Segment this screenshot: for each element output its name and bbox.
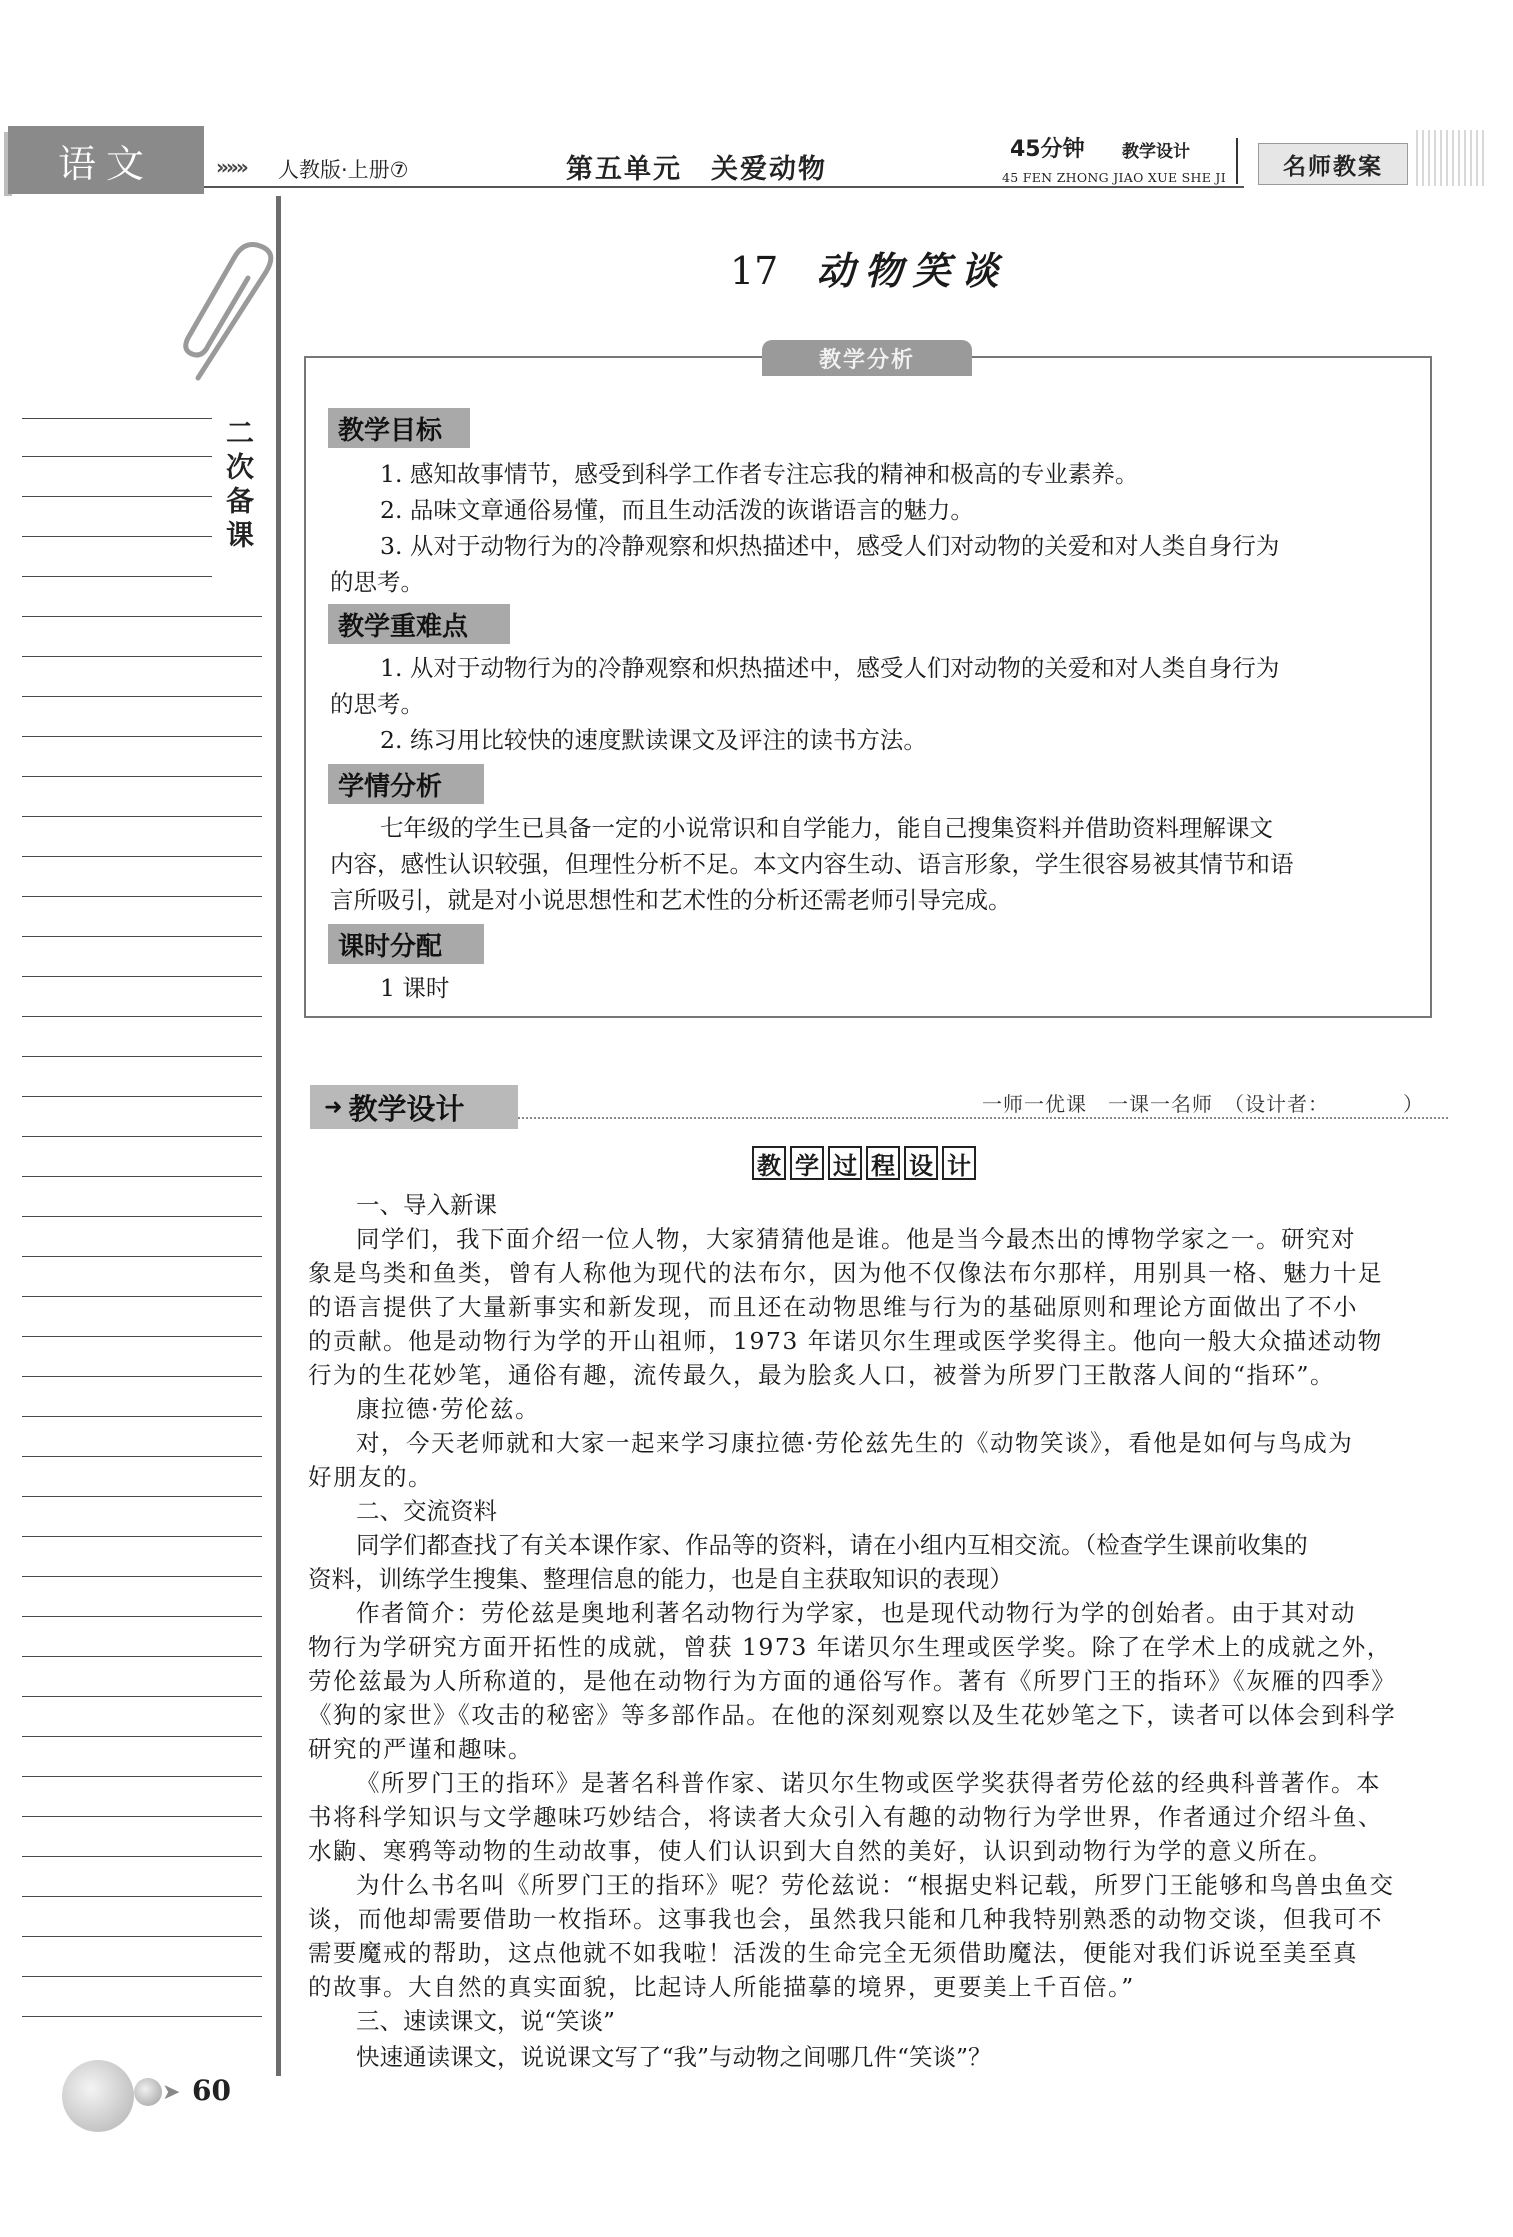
body-line: 的故事。大自然的真实面貌，比起诗人所能描摹的境界，更要美上千百倍。” — [308, 1973, 1135, 2001]
margin-line — [22, 1176, 262, 1177]
process-title-char: 学 — [790, 1146, 824, 1180]
goal-line: 3. 从对于动物行为的冷静观察和炽热描述中，感受人们对动物的关爱和对人类自身行为 — [380, 532, 1280, 560]
design-credit: 一师一优课 一课一名师 （设计者： ） — [982, 1092, 1424, 1116]
margin-line — [22, 1936, 262, 1937]
brand-subtitle: 教学设计 — [1122, 142, 1190, 162]
margin-line — [22, 656, 262, 657]
header-rule — [204, 186, 1244, 188]
margin-line — [22, 616, 262, 617]
process-title-char: 过 — [828, 1146, 862, 1180]
unit-title: 第五单元 关爱动物 — [566, 154, 827, 185]
margin-line — [22, 896, 262, 897]
page-ornament-circle — [62, 2060, 134, 2132]
body-line: 书将科学知识与文学趣味巧妙结合，将读者大众引入有趣的动物行为学世界，作者通过介绍斗鱼、 — [308, 1803, 1383, 1831]
body-line: 物行为学研究方面开拓性的成就，曾获 1973 年诺贝尔生理或医学奖。除了在学术上的成就之外， — [308, 1633, 1392, 1661]
margin-line — [22, 1736, 262, 1737]
lesson-name: 动物笑谈 — [816, 248, 1009, 293]
margin-line — [22, 1696, 262, 1697]
margin-line — [22, 1976, 262, 1977]
body-line: 研究的严谨和趣味。 — [308, 1735, 533, 1763]
margin-line — [22, 1096, 262, 1097]
brand-title: 45分钟 — [1010, 137, 1085, 162]
paperclip-icon — [178, 238, 298, 386]
analysis-banner: 教学分析 — [762, 340, 972, 376]
margin-line — [22, 736, 262, 737]
margin-line — [22, 1816, 262, 1817]
margin-line — [22, 856, 262, 857]
margin-line — [22, 2016, 262, 2017]
margin-line — [22, 1416, 262, 1417]
page-ornament-dot — [134, 2078, 162, 2106]
design-dotted-rule — [518, 1117, 1448, 1119]
margin-line — [22, 456, 212, 457]
brand-pinyin: 45 FEN ZHONG JIAO XUE SHE JI — [1002, 170, 1226, 185]
arrow-right-icon: ➜ — [324, 1094, 343, 1120]
goal-line: 1. 感知故事情节，感受到科学工作者专注忘我的精神和极高的专业素养。 — [380, 460, 1139, 488]
body-line: 快速通读课文，说说课文写了“我”与动物之间哪几件“笑谈”？ — [356, 2043, 992, 2071]
margin-line — [22, 1776, 262, 1777]
margin-line — [22, 1616, 262, 1617]
margin-line — [22, 1016, 262, 1017]
margin-line — [22, 1576, 262, 1577]
key-point-line: 2. 练习用比较快的速度默读课文及评注的读书方法。 — [380, 726, 927, 754]
process-title-char: 教 — [752, 1146, 786, 1180]
margin-line — [22, 1136, 262, 1137]
body-line: 的语言提供了大量新事实和新发现，而且还在动物思维与行为的基础原则和理论方面做出了不小 — [308, 1293, 1358, 1321]
students-line: 言所吸引，就是对小说思想性和艺术性的分析还需老师引导完成。 — [330, 886, 1012, 914]
body-line: 谈，而他却需要借助一枚指环。这事我也会，虽然我只能和几种我特别熟悉的动物交谈，但我可不 — [308, 1905, 1383, 1933]
key-point-line: 1. 从对于动物行为的冷静观察和炽热描述中，感受人们对动物的关爱和对人类自身行为 — [380, 654, 1280, 682]
margin-line — [22, 1856, 262, 1857]
process-title-char: 程 — [866, 1146, 900, 1180]
body-line: 行为的生花妙笔，通俗有趣，流传最久，最为脍炙人口，被誉为所罗门王散落人间的“指环”。 — [308, 1361, 1336, 1389]
page-number: 60 — [192, 2074, 231, 2107]
hours-heading: 课时分配 — [328, 924, 484, 964]
teacher-plan-badge: 名师教案 — [1258, 143, 1408, 185]
margin-line — [22, 816, 262, 817]
key-point-line: 的思考。 — [330, 690, 424, 718]
goals-heading: 教学目标 — [328, 408, 470, 448]
body-line: 同学们，我下面介绍一位人物，大家猜猜他是谁。他是当今最杰出的博物学家之一。研究对 — [356, 1225, 1356, 1253]
margin-line — [22, 1296, 262, 1297]
margin-line — [22, 1256, 262, 1257]
margin-rule — [276, 196, 281, 2076]
body-line: 资料，训练学生搜集、整理信息的能力，也是自主获取知识的表现） — [308, 1565, 1013, 1593]
margin-label: 二次备课 — [222, 418, 255, 554]
students-heading: 学情分析 — [328, 764, 484, 804]
students-line: 七年级的学生已具备一定的小说常识和自学能力，能自己搜集资料并借助资料理解课文 — [380, 814, 1273, 842]
margin-line — [22, 1536, 262, 1537]
margin-line — [22, 1056, 262, 1057]
body-line: 好朋友的。 — [308, 1463, 433, 1491]
arrow-right-icon: ➤ — [162, 2080, 181, 2105]
body-line: 劳伦兹最为人所称道的，是他在动物行为方面的通俗写作。著有《所罗门王的指环》《灰雁的四季》 — [308, 1667, 1397, 1695]
margin-line — [22, 1216, 262, 1217]
subject-tab: 语文 — [8, 126, 204, 194]
header-stripes — [1416, 130, 1488, 186]
margin-line — [22, 976, 262, 977]
process-title — [752, 1146, 976, 1180]
process-title-char: 计 — [942, 1146, 976, 1180]
margin-line — [22, 1336, 262, 1337]
body-line: 《所罗门王的指环》是著名科普作家、诺贝尔生物或医学奖获得者劳伦兹的经典科普著作。本 — [356, 1769, 1381, 1797]
margin-line — [22, 1456, 262, 1457]
body-line: 象是鸟类和鱼类，曾有人称他为现代的法布尔，因为他不仅像法布尔那样，用别具一格、魅力十足 — [308, 1259, 1383, 1287]
margin-line — [22, 536, 212, 537]
margin-line — [22, 696, 262, 697]
body-line: 需要魔戒的帮助，这点他就不如我啦！活泼的生命完全无须借助魔法，便能对我们诉说至美至真 — [308, 1939, 1358, 1967]
margin-line — [22, 1656, 262, 1657]
margin-line — [22, 576, 212, 577]
margin-line — [22, 1896, 262, 1897]
margin-line — [22, 496, 212, 497]
margin-line — [22, 418, 212, 419]
body-line: 一、导入新课 — [356, 1191, 497, 1219]
edition-label: 人教版·上册⑦ — [278, 158, 409, 182]
margin-line — [22, 776, 262, 777]
body-line: 对，今天老师就和大家一起来学习康拉德·劳伦兹先生的《动物笑谈》，看他是如何与鸟成为 — [356, 1429, 1354, 1457]
margin-line — [22, 1496, 262, 1497]
design-heading — [310, 1085, 518, 1129]
body-line: 二、交流资料 — [356, 1497, 497, 1525]
goal-line: 2. 品味文章通俗易懂，而且生动活泼的诙谐语言的魅力。 — [380, 496, 974, 524]
body-line: 三、速读课文，说“笑谈” — [356, 2007, 616, 2035]
chevrons-icon: »»» — [216, 155, 246, 179]
body-line: 作者简介：劳伦兹是奥地利著名动物行为学家，也是现代动物行为学的创始者。由于其对动 — [356, 1599, 1356, 1627]
body-line: 同学们都查找了有关本课作家、作品等的资料，请在小组内互相交流。（检查学生课前收集的 — [356, 1531, 1308, 1559]
lesson-title — [730, 240, 1008, 295]
body-line: 为什么书名叫《所罗门王的指环》呢？劳伦兹说：“根据史料记载，所罗门王能够和鸟兽虫鱼交 — [356, 1871, 1395, 1899]
goal-line: 的思考。 — [330, 568, 424, 596]
lesson-number: 17 — [730, 249, 779, 293]
margin-line — [22, 1376, 262, 1377]
body-line: 康拉德·劳伦兹。 — [356, 1395, 540, 1423]
body-line: 水鼩、寒鸦等动物的生动故事，使人们认识到大自然的美好，认识到动物行为学的意义所在。 — [308, 1837, 1333, 1865]
key-points-heading: 教学重难点 — [328, 604, 510, 644]
process-title-char: 设 — [904, 1146, 938, 1180]
body-line: 的贡献。他是动物行为学的开山祖师，1973 年诺贝尔生理或医学奖得主。他向一般大众描述动物 — [308, 1327, 1383, 1355]
margin-line — [22, 936, 262, 937]
body-line: 《狗的家世》《攻击的秘密》等多部作品。在他的深刻观察以及生花妙笔之下，读者可以体会到科学 — [308, 1701, 1397, 1729]
design-heading-label: 教学设计 — [348, 1091, 465, 1126]
hours-value: 1 课时 — [380, 974, 450, 1002]
students-line: 内容，感性认识较强，但理性分析不足。本文内容生动、语言形象，学生很容易被其情节和语 — [330, 850, 1294, 878]
brand-divider — [1236, 138, 1238, 184]
